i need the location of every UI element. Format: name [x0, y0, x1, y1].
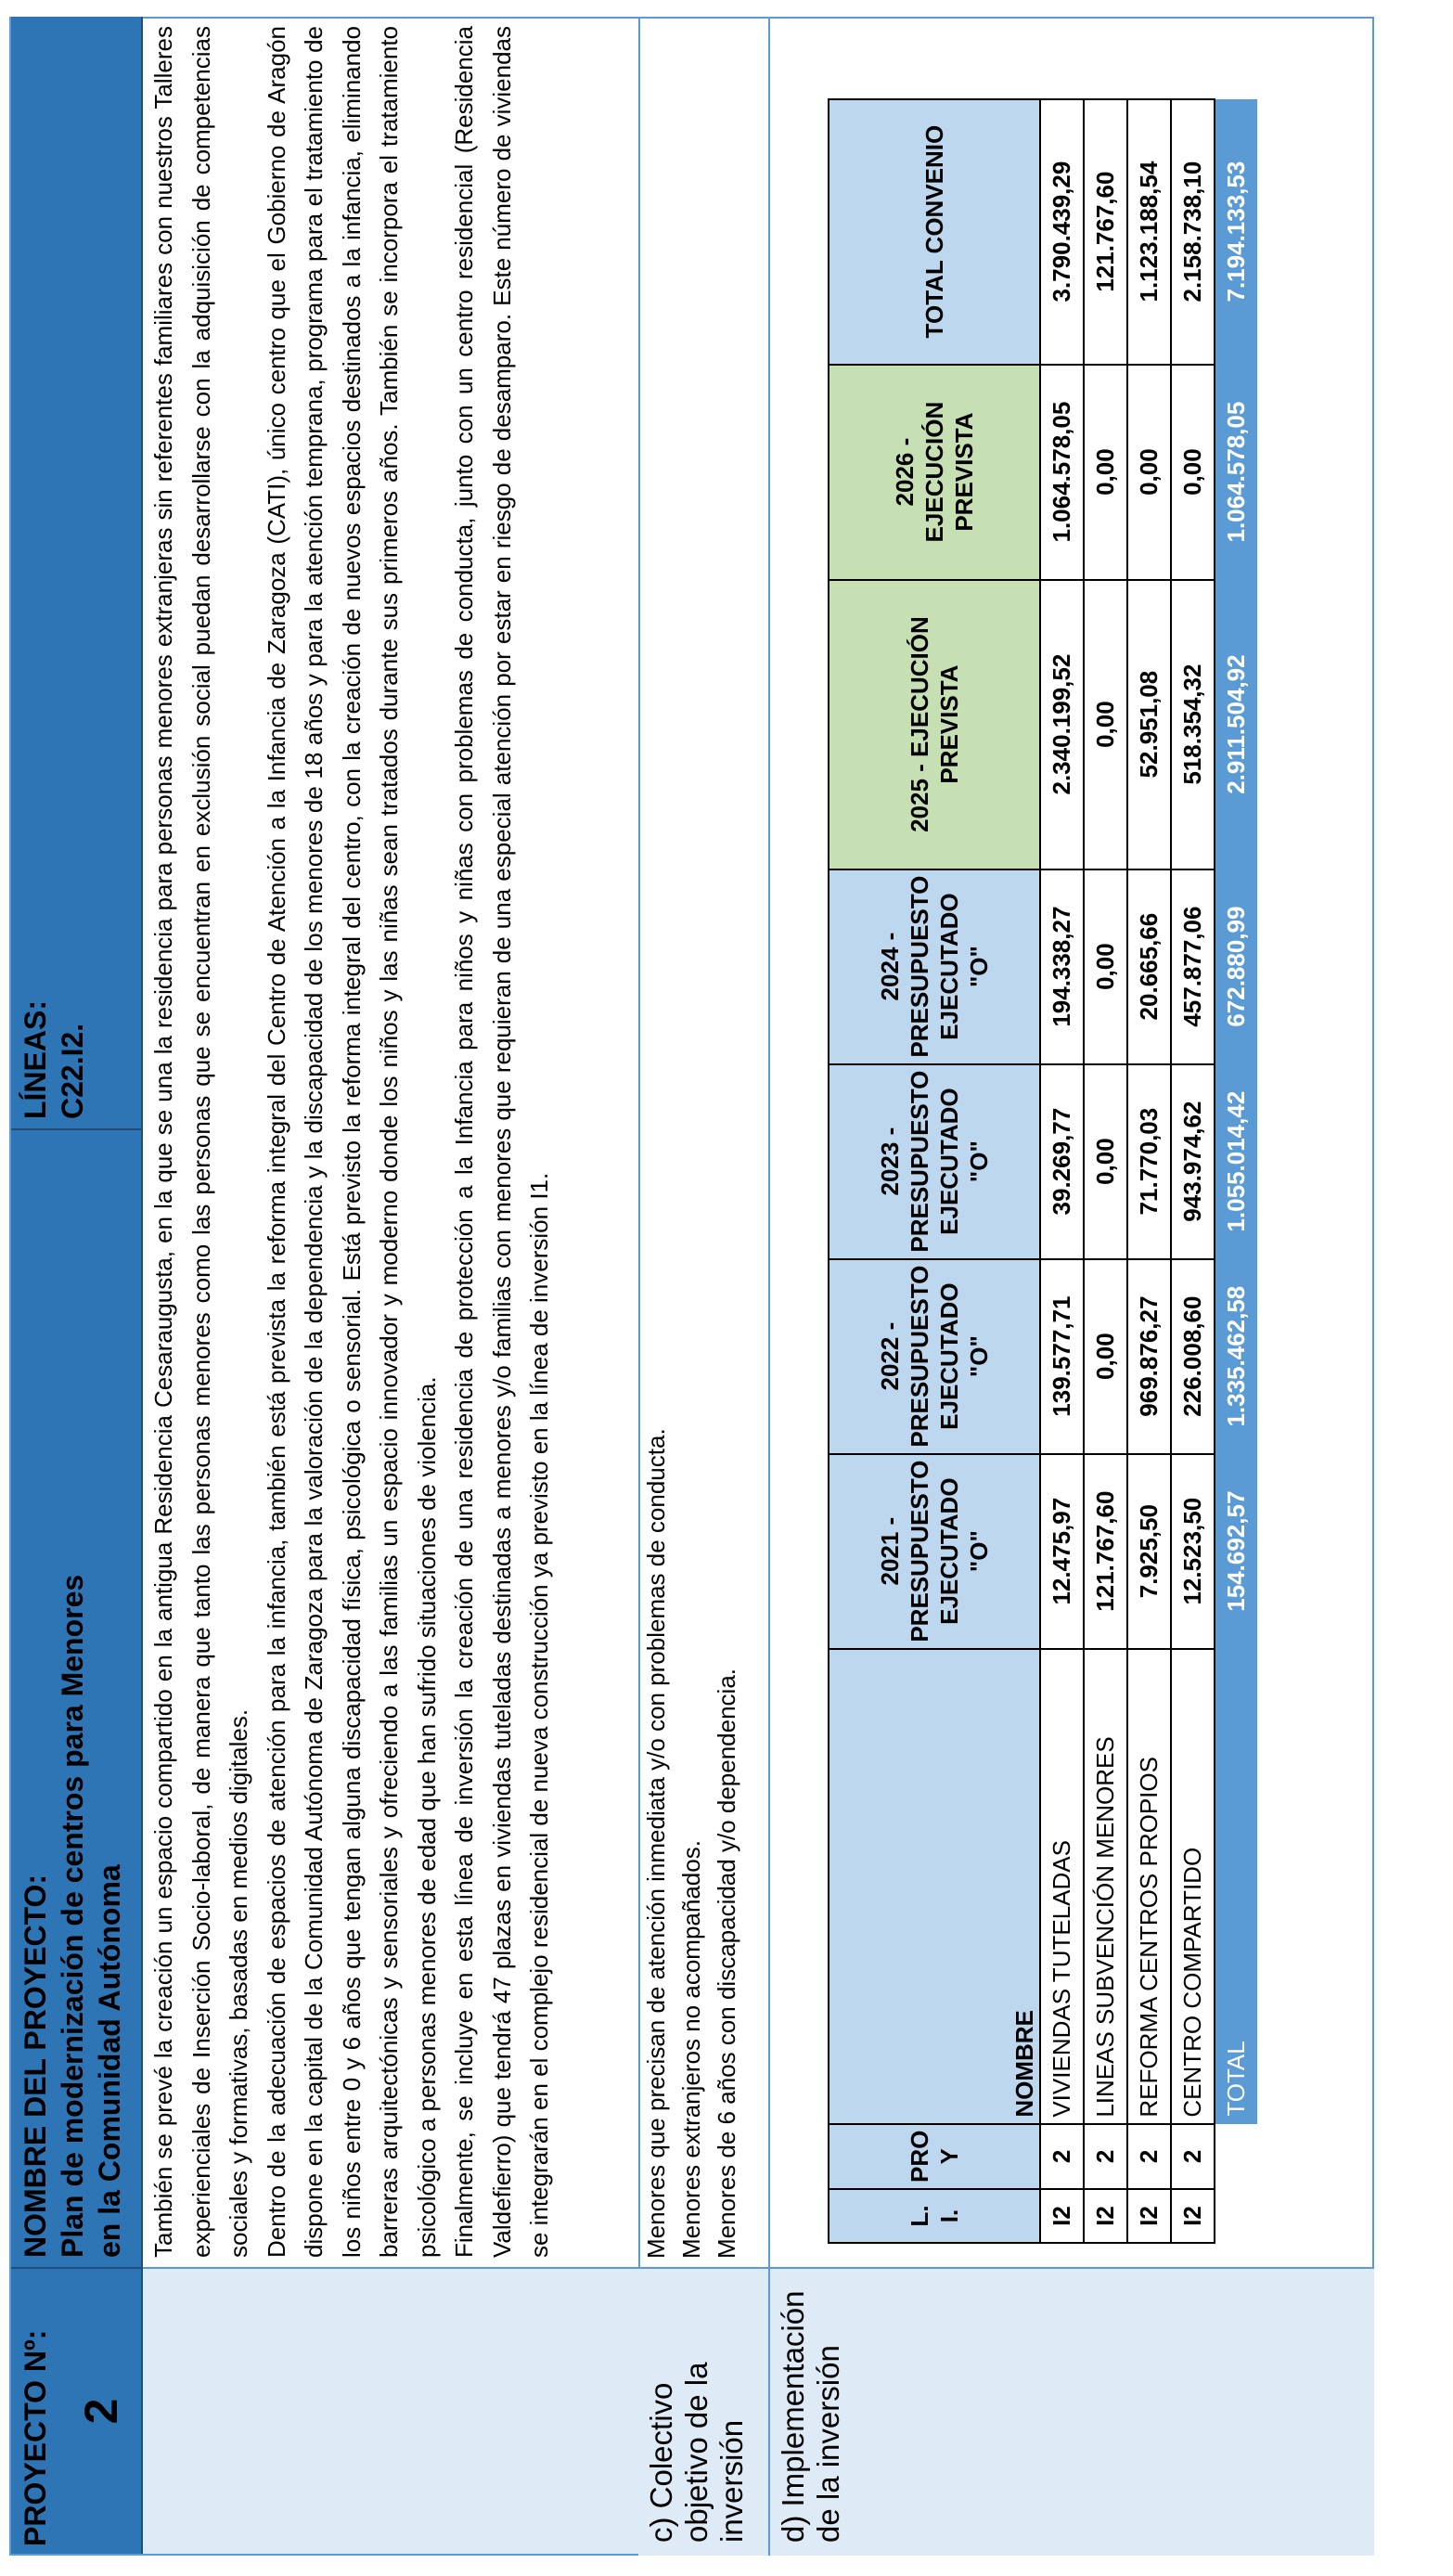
- cell-2024: 457.877,06: [1171, 869, 1215, 1064]
- table-row: [1127, 99, 1171, 2243]
- col-header-2023: 2023 - PRESUPUESTO EJECUTADO "O": [829, 1064, 1040, 1259]
- cell-nombre: CENTRO COMPARTIDO: [1171, 1649, 1215, 2124]
- collective-item: Menores de 6 años con discapacidad y/o dependencia.: [713, 1668, 740, 2259]
- col-header-2024: 2024 - PRESUPUESTO EJECUTADO "O": [829, 869, 1040, 1064]
- implementation-label-bg: [984, 2269, 1374, 2556]
- total-label: TOTAL: [1215, 1649, 1257, 2124]
- col-header-2021: 2021 - PRESUPUESTO EJECUTADO "O": [829, 1454, 1040, 1649]
- cell-2022: 139.577,71: [1040, 1259, 1084, 1454]
- cell-2025: 52.951,08: [1127, 580, 1171, 869]
- cell-proy: 2: [1127, 2124, 1171, 2189]
- cell-2023: 39.269,77: [1040, 1064, 1084, 1259]
- cell-2024: 194.338,27: [1040, 869, 1084, 1064]
- cell-2024: 0,00: [1084, 869, 1127, 1064]
- cell-2023: 943.974,62: [1171, 1064, 1215, 1259]
- cell-2022: 0,00: [1084, 1259, 1127, 1454]
- project-name-label: NOMBRE DEL PROYECTO:: [19, 1874, 52, 2258]
- col-header-2026: 2026 - EJECUCIÓN PREVISTA: [829, 365, 1040, 580]
- col-header-proy: PRO Y: [829, 2124, 1040, 2189]
- col-header-2025: 2025 - EJECUCIÓN PREVISTA: [829, 580, 1040, 869]
- cell-proy: 2: [1084, 2124, 1127, 2189]
- total-2026: 1.064.578,05: [1215, 365, 1257, 580]
- cell-2022: 969.876,27: [1127, 1259, 1171, 1454]
- cell-2021: 12.523,50: [1171, 1454, 1215, 1649]
- col-header-li: L. I.: [829, 2189, 1040, 2243]
- project-name-line-2: en la Comunidad Autónoma: [93, 1864, 126, 2258]
- description-paragraph-3: Finalmente, se incluye en esta línea de inversión la creación de una residencia de protección a la Infancia para niños y niñas con problemas de conducta, junto con un centro residencial (Residencia Valdefierro) que tendrá 47 plazas en viviendas tuteladas destinadas a menores y/o familias con menores que requieran de una especial atención por estar en riesgo de desamparo. Este número de viviendas se integrarán en el complejo residencial de nueva construcción ya previsto en la línea de inversión I1.: [450, 26, 553, 2258]
- implementation-label: d) Implementación de la inversión: [770, 2269, 984, 2556]
- cell-2026: 0,00: [1171, 365, 1215, 580]
- cell-nombre: VIVIENDAS TUTELADAS: [1040, 1649, 1084, 2124]
- total-2025: 2.911.504,92: [1215, 580, 1257, 869]
- cell-li: I2: [1040, 2189, 1084, 2243]
- cell-nombre: LINEAS SUBVENCIÓN MENORES: [1084, 1649, 1127, 2124]
- lines-label: LÍNEAS:: [19, 1000, 52, 1119]
- cell-2026: 0,00: [1084, 365, 1127, 580]
- total-2022: 1.335.462,58: [1215, 1259, 1257, 1454]
- collective-item: Menores que precisan de atención inmediata y/o con problemas de conducta.: [642, 1428, 670, 2259]
- budget-table: [828, 98, 1257, 2244]
- total-2024: 672.880,99: [1215, 869, 1257, 1064]
- collective-list: [638, 1428, 744, 2259]
- project-number-value: 2: [75, 2398, 127, 2425]
- cell-2025: 2.340.199,52: [1040, 580, 1084, 869]
- total-row: [1215, 99, 1257, 2243]
- collective-label: c) Colectivo objetivo de la inversión: [638, 2269, 768, 2556]
- cell-total: 2.158.738,10: [1171, 99, 1215, 365]
- col-header-nombre: NOMBRE: [829, 1649, 1040, 2124]
- cell-2021: 121.767,60: [1084, 1454, 1127, 1649]
- cell-2025: 0,00: [1084, 580, 1127, 869]
- col-header-total: TOTAL CONVENIO: [829, 99, 1040, 365]
- cell-2025: 518.354,32: [1171, 580, 1215, 869]
- collective-item: Menores extranjeros no acompañados.: [677, 1840, 705, 2259]
- table-row: [1040, 99, 1084, 2243]
- total-2021: 154.692,57: [1215, 1454, 1257, 1649]
- lines-cell: [11, 17, 143, 1128]
- cell-total: 3.790.439,29: [1040, 99, 1084, 365]
- cell-2021: 7.925,50: [1127, 1454, 1171, 1649]
- project-name-cell: [11, 1128, 143, 2267]
- lower-section: [638, 17, 1374, 2556]
- cell-li: I2: [1084, 2189, 1127, 2243]
- cell-total: 1.123.188,54: [1127, 99, 1171, 365]
- cell-2026: 0,00: [1127, 365, 1171, 580]
- total-2023: 1.055.014,42: [1215, 1064, 1257, 1259]
- cell-2026: 1.064.578,05: [1040, 365, 1084, 580]
- cell-total: 121.767,60: [1084, 99, 1127, 365]
- project-name-line-1: Plan de modernización de centros para Menores: [56, 1574, 89, 2258]
- cell-2023: 71.770,03: [1127, 1064, 1171, 1259]
- project-number-cell: [11, 2267, 143, 2554]
- lines-value: C22.I2.: [56, 1023, 89, 1119]
- description-paragraph-2: Dentro de la adecuación de espacios de atención para la infancia, también está prevista la reforma integral del Centro de Atención a la Infancia de Zaragoza (CATI), único centro que el Gobierno de Aragón dispone en la capital de la Comunidad Autónoma de Zaragoza para la valoración de la dependencia y la discapacidad de los menores de 18 años y para la atención temprana, programa para el tratamiento de los niños entre 0 y 6 años que tengan alguna discapacidad física, psicológica o sensorial. Está previsto la reforma integral del centro, con la creación de nuevos espacios destinados a la infancia, eliminando barreras arquitectónicas y sensoriales y ofreciendo a las familias un espacio innovador y moderno donde los niños y las niñas sean tratados durante sus primeros años. También se incorpora el tratamiento psicológico a personas menores de edad que han sufrido situaciones de violencia.: [262, 26, 441, 2258]
- description-paragraph-1: También se prevé la creación un espacio compartido en la antigua Residencia Cesaraugusta, en la que se una la residencia para personas menores extranjeras sin referentes familiares con nuestros Talleres experienciales de Inserción Socio-laboral, de manera que tanto las personas menores como las personas que se encuentran en exclusión social puedan desarrollarse con la adquisición de competencias sociales y formativas, basadas en medios digitales.: [149, 26, 252, 2258]
- collective-row: [633, 17, 765, 2556]
- table-row: [1171, 99, 1215, 2243]
- cell-2022: 226.008,60: [1171, 1259, 1215, 1454]
- project-number-label: PROYECTO Nº:: [19, 2329, 52, 2546]
- table-row: [1084, 99, 1127, 2243]
- cell-proy: 2: [1171, 2124, 1215, 2189]
- cell-2023: 0,00: [1084, 1064, 1127, 1259]
- cell-proy: 2: [1040, 2124, 1084, 2189]
- section-divider: [768, 17, 770, 2556]
- cell-li: I2: [1127, 2189, 1171, 2243]
- cell-2024: 20.665,66: [1127, 869, 1171, 1064]
- col-header-2022: 2022 - PRESUPUESTO EJECUTADO "O": [829, 1259, 1040, 1454]
- cell-2021: 12.475,97: [1040, 1454, 1084, 1649]
- total-convenio: 7.194.133,53: [1215, 99, 1257, 365]
- cell-li: I2: [1171, 2189, 1215, 2243]
- cell-nombre: REFORMA CENTROS PROPIOS: [1127, 1649, 1171, 2124]
